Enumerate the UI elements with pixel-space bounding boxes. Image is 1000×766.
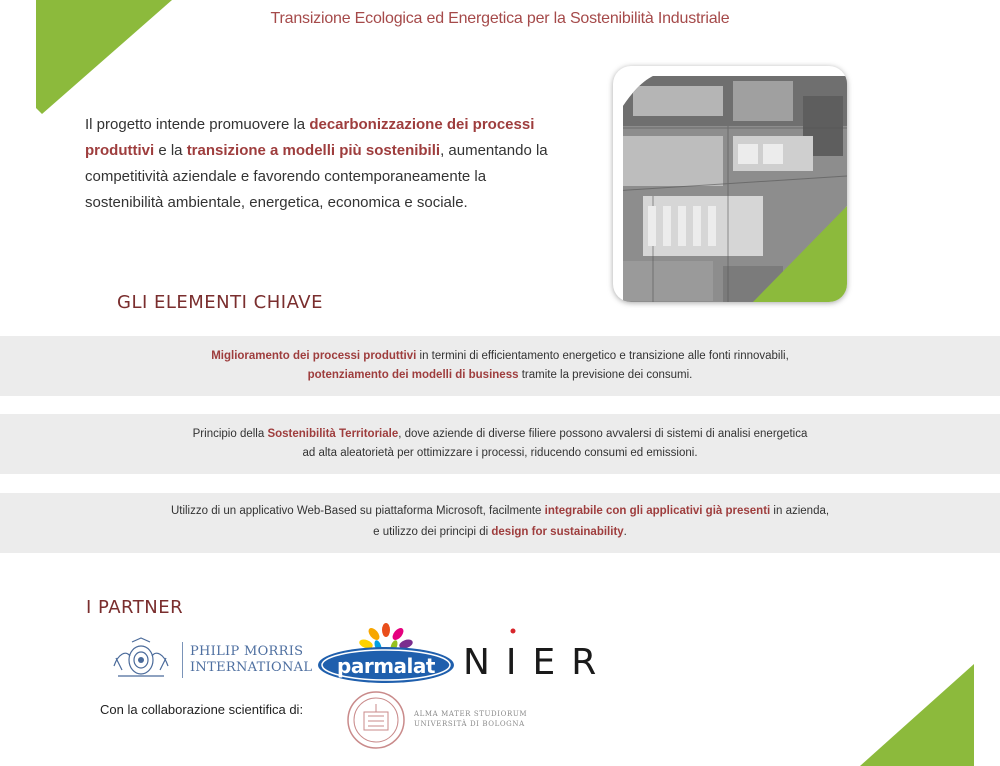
key-element-1-text-1: in termini di efficientamento energetico e transizione alle fonti rinnovabili,: [416, 350, 789, 362]
page-subtitle: Transizione Ecologica ed Energetica per la Sostenibilità Industriale: [270, 10, 730, 27]
pmi-divider: [182, 642, 183, 678]
key-element-text-3: [170, 501, 830, 543]
parmalat-logo[interactable]: [316, 620, 456, 684]
nier-wordmark: NIER: [463, 642, 613, 683]
nier-logo[interactable]: [463, 626, 613, 686]
key-element-text-1: [150, 347, 850, 385]
key-element-1-text-2: tramite la previsione dei consumi.: [518, 369, 693, 381]
key-element-band-2: [0, 414, 1000, 474]
key-element-3-text-0: Utilizzo di un applicativo Web-Based su piattaforma Microsoft, facilmente: [170, 505, 545, 517]
key-element-2-highlight-1: Sostenibilità Territoriale: [267, 428, 399, 440]
key-element-3-text-2: .: [623, 526, 627, 538]
industrial-plant-photo: [613, 66, 847, 302]
key-element-2-text-1: , dove aziende di diverse filiere possono avvalersi di sistemi di analisi energetica ad alta aleatorietà per ottimizzare i processi, riducendo consumi ed emissioni.: [302, 428, 808, 459]
intro-highlight-1: decarbonizzazione dei processi produttivi: [85, 116, 535, 159]
intro-highlight-2: transizione a modelli più sostenibili: [186, 142, 441, 159]
key-element-band-3: [0, 493, 1000, 553]
intro-text-2: e la: [154, 142, 187, 159]
intro-text-3: , aumentando la competitività aziendale e favorendo contemporaneamente la sostenibilità ambientale, energetica, economica e sociale.: [85, 142, 548, 211]
unibo-seal-icon: [346, 690, 408, 750]
key-element-band-1: [0, 336, 1000, 396]
green-corner-bottom-right: [850, 660, 1000, 766]
key-element-3-highlight-2: design for sustainability: [491, 526, 624, 538]
pmi-line-1: PHILIP MORRIS: [190, 644, 304, 659]
intro-text-1: Il progetto intende promuovere la: [85, 116, 310, 133]
industrial-plant-image: [613, 66, 847, 302]
pmi-line-2: INTERNATIONAL: [190, 660, 313, 675]
key-element-2-text-0: Principio della: [192, 428, 268, 440]
key-element-text-2: [185, 425, 815, 463]
partners-heading: I PARTNER: [86, 597, 184, 618]
key-elements-heading: GLI ELEMENTI CHIAVE: [117, 292, 323, 313]
crest-icon: [108, 636, 174, 684]
key-element-1-highlight-1: Miglioramento dei processi produttivi: [211, 350, 417, 362]
collaboration-label: Con la collaborazione scientifica di:: [100, 702, 304, 717]
key-element-3-text-1: in azienda, e utilizzo dei principi di: [373, 505, 830, 538]
unibo-line-1: ALMA MATER STUDIORUM: [414, 710, 528, 718]
unibo-line-2: UNIVERSITÀ DI BOLOGNA: [414, 720, 525, 728]
key-element-1-highlight-2: potenziamento dei modelli di business: [307, 369, 519, 381]
intro-paragraph: [85, 112, 555, 216]
parmalat-wordmark: parmalat: [337, 654, 435, 678]
unibo-logo[interactable]: [346, 690, 556, 750]
key-element-3-highlight-1: integrabile con gli applicativi già presenti: [544, 505, 771, 517]
philip-morris-logo[interactable]: [108, 636, 313, 686]
